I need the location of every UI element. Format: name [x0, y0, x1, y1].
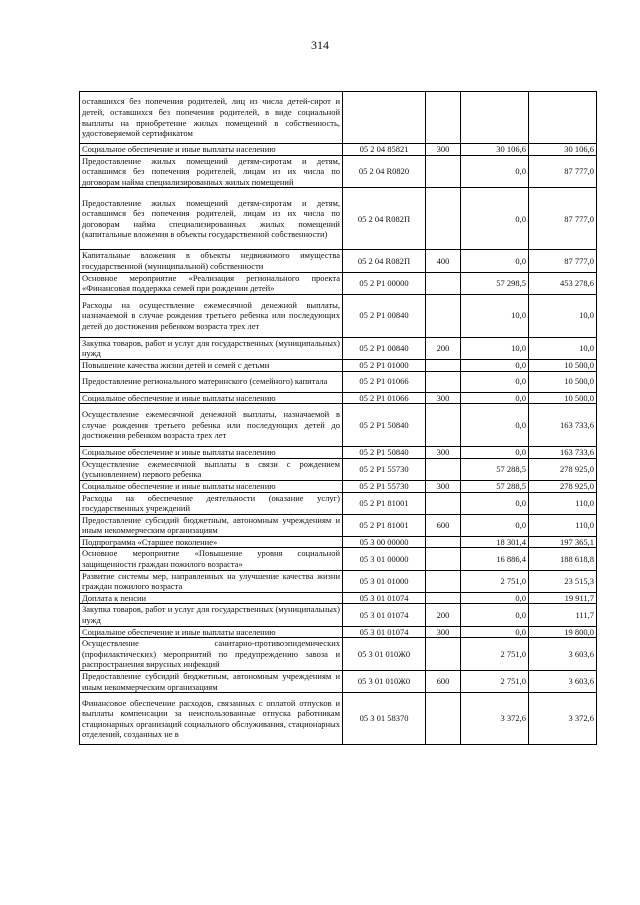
table-cell-value-2: 163 733,6 [529, 447, 597, 459]
table-cell-value-2: 188 618,8 [529, 548, 597, 570]
table-cell-vr [426, 188, 461, 250]
table-cell-vr [426, 536, 461, 548]
table-cell-value-1: 57 298,5 [461, 272, 529, 294]
table-cell-value-2: 10 500,0 [529, 359, 597, 371]
table-cell-name: Повышение качества жизни детей и семей с детьми [80, 359, 343, 371]
table-row [80, 371, 597, 392]
table-cell-vr: 300 [426, 144, 461, 156]
table-cell-code [343, 92, 426, 144]
table-cell-value-2: 453 278,6 [529, 272, 597, 294]
table-cell-name: Финансовое обеспечение расходов, связанных с оплатой отпусков и выплаты компенсации за неиспользованные отпуска работникам стационарных организаций социального обслуживания, стационарных отделений, созданных не в [80, 693, 343, 745]
table-cell-value-2: 87 777,0 [529, 250, 597, 272]
budget-table [79, 91, 597, 745]
table-row [80, 447, 597, 459]
table-cell-value-2: 87 777,0 [529, 188, 597, 250]
table-cell-value-1: 16 886,4 [461, 548, 529, 570]
table-row [80, 626, 597, 638]
table-row [80, 604, 597, 626]
table-cell-value-1: 10,0 [461, 337, 529, 359]
table-cell-code: 05 3 01 01074 [343, 592, 426, 604]
table-cell-value-2: 3 372,6 [529, 693, 597, 745]
table-cell-value-2: 10,0 [529, 294, 597, 337]
table-cell-code: 05 2 P1 01000 [343, 359, 426, 371]
table-cell-code: 05 3 01 010Ж0 [343, 638, 426, 671]
table-cell-vr [426, 294, 461, 337]
table-cell-name: Основное мероприятие «Реализация регионального проекта «Финансовая поддержка семей при рождении детей» [80, 272, 343, 294]
table-cell-value-1: 2 751,0 [461, 671, 529, 693]
table-row [80, 272, 597, 294]
table-cell-code: 05 2 P1 55730 [343, 458, 426, 480]
table-row [80, 536, 597, 548]
table-cell-value-2: 19 911,7 [529, 592, 597, 604]
table-cell-name: Капитальные вложения в объекты недвижимого имущества государственной (муниципальной) собственности [80, 250, 343, 272]
table-cell-value-1: 0,0 [461, 514, 529, 536]
table-cell-vr: 300 [426, 480, 461, 492]
table-cell-code: 05 3 01 00000 [343, 548, 426, 570]
table-cell-value-1: 0,0 [461, 250, 529, 272]
table-row [80, 548, 597, 570]
table-cell-name: Подпрограмма «Старшее поколение» [80, 536, 343, 548]
page-number: 314 [311, 38, 329, 52]
table-cell-value-1: 18 301,4 [461, 536, 529, 548]
table-cell-value-2: 10,0 [529, 337, 597, 359]
table-cell-code: 05 3 01 01074 [343, 626, 426, 638]
table-cell-vr [426, 272, 461, 294]
table-cell-name: Осуществление ежемесячной выплаты в связи с рождением (усыновлением) первого ребенка [80, 458, 343, 480]
table-cell-value-1: 30 106,6 [461, 144, 529, 156]
table-cell-value-1: 0,0 [461, 155, 529, 188]
table-cell-value-2: 163 733,6 [529, 404, 597, 447]
table-cell-name: Предоставление субсидий бюджетным, автономным учреждениям и иным некоммерческим организациям [80, 671, 343, 693]
table-cell-name: Социальное обеспечение и иные выплаты населению [80, 626, 343, 638]
table-cell-value-1: 57 288,5 [461, 480, 529, 492]
table-row [80, 188, 597, 250]
table-cell-name: Социальное обеспечение и иные выплаты населению [80, 392, 343, 404]
table-cell-code: 05 2 P1 01066 [343, 371, 426, 392]
table-cell-name: Осуществление ежемесячной денежной выплаты, назначаемой в случае рождения третьего ребенка или последующих детей до достижения ребенком возраста трех лет [80, 404, 343, 447]
table-cell-vr: 200 [426, 337, 461, 359]
table-cell-vr: 400 [426, 250, 461, 272]
table-row [80, 480, 597, 492]
table-cell-name: Доплата к пенсии [80, 592, 343, 604]
table-cell-vr [426, 155, 461, 188]
table-cell-value-1: 0,0 [461, 404, 529, 447]
table-cell-name: оставшихся без попечения родителей, лиц из числа детей-сирот и детей, оставшихся без попечения родителей, в виде социальной выплаты на приобретение жилых помещений в собственность, удостоверяемой сертификатом [80, 92, 343, 144]
table-cell-vr: 200 [426, 604, 461, 626]
table-cell-code: 05 3 01 010Ж0 [343, 671, 426, 693]
table-cell-vr: 300 [426, 626, 461, 638]
table-cell-value-2: 110,0 [529, 514, 597, 536]
table-row [80, 671, 597, 693]
table-cell-value-2: 110,0 [529, 492, 597, 514]
table-cell-vr [426, 359, 461, 371]
table-row [80, 250, 597, 272]
table-cell-value-1: 0,0 [461, 392, 529, 404]
table-row [80, 514, 597, 536]
table-cell-value-2: 278 925,0 [529, 458, 597, 480]
table-cell-value-2: 10 500,0 [529, 371, 597, 392]
table-cell-code: 05 2 04 R082П [343, 250, 426, 272]
table-cell-value-1: 2 751,0 [461, 570, 529, 592]
table-cell-code: 05 2 04 85821 [343, 144, 426, 156]
table-cell-name: Социальное обеспечение и иные выплаты населению [80, 447, 343, 459]
table-cell-name: Закупка товаров, работ и услуг для государственных (муниципальных) нужд [80, 604, 343, 626]
table-cell-code: 05 2 P1 00000 [343, 272, 426, 294]
table-cell-vr [426, 371, 461, 392]
table-row [80, 570, 597, 592]
table-cell-name: Предоставление субсидий бюджетным, автономным учреждениям и иным некоммерческим организациям [80, 514, 343, 536]
table-cell-value-2: 87 777,0 [529, 155, 597, 188]
table-cell-value-1: 0,0 [461, 359, 529, 371]
table-row [80, 693, 597, 745]
table-cell-name: Расходы на осуществление ежемесячной денежной выплаты, назначаемой в случае рождения третьего ребенка или последующих детей до достижения ребенком возраста трех лет [80, 294, 343, 337]
table-row [80, 337, 597, 359]
table-row [80, 592, 597, 604]
table-row [80, 359, 597, 371]
table-cell-value-2 [529, 92, 597, 144]
table-row [80, 392, 597, 404]
table-cell-value-1: 0,0 [461, 592, 529, 604]
table-cell-value-1: 0,0 [461, 604, 529, 626]
table-cell-value-2: 111,7 [529, 604, 597, 626]
table-cell-vr [426, 492, 461, 514]
table-cell-name: Основное мероприятие «Повышение уровня социальной защищенности граждан пожилого возраста» [80, 548, 343, 570]
table-cell-vr [426, 693, 461, 745]
table-cell-code: 05 3 00 00000 [343, 536, 426, 548]
table-cell-value-1: 0,0 [461, 447, 529, 459]
table-cell-value-1: 57 288,5 [461, 458, 529, 480]
table-cell-value-1: 2 751,0 [461, 638, 529, 671]
table-cell-value-2: 3 603,6 [529, 671, 597, 693]
table-cell-code: 05 2 P1 55730 [343, 480, 426, 492]
table-cell-code: 05 2 P1 00840 [343, 337, 426, 359]
table-cell-code: 05 2 P1 81001 [343, 514, 426, 536]
table-cell-value-1: 0,0 [461, 492, 529, 514]
table-row [80, 92, 597, 144]
table-cell-name: Развитие системы мер, направленных на улучшение качества жизни граждан пожилого возраста [80, 570, 343, 592]
table-cell-vr [426, 92, 461, 144]
table-cell-vr: 300 [426, 447, 461, 459]
table-row [80, 294, 597, 337]
table-cell-name: Закупка товаров, работ и услуг для государственных (муниципальных) нужд [80, 337, 343, 359]
table-cell-name: Предоставление жилых помещений детям-сиротам и детям, оставшимся без попечения родителей, лицам из их числа по договорам найма специализированных жилых помещений [80, 155, 343, 188]
table-cell-vr [426, 592, 461, 604]
table-cell-value-2: 10 500,0 [529, 392, 597, 404]
table-cell-value-1: 10,0 [461, 294, 529, 337]
table-cell-vr: 600 [426, 514, 461, 536]
table-cell-value-2: 3 603,6 [529, 638, 597, 671]
table-row [80, 492, 597, 514]
table-cell-vr [426, 638, 461, 671]
table-cell-vr: 600 [426, 671, 461, 693]
table-cell-code: 05 2 P1 50840 [343, 404, 426, 447]
table-cell-vr [426, 458, 461, 480]
table-cell-value-2: 197 365,1 [529, 536, 597, 548]
table-cell-value-2: 19 800,0 [529, 626, 597, 638]
table-cell-vr [426, 548, 461, 570]
table-row [80, 155, 597, 188]
table-cell-value-2: 278 925,0 [529, 480, 597, 492]
table-cell-name: Социальное обеспечение и иные выплаты населению [80, 480, 343, 492]
table-cell-vr: 300 [426, 392, 461, 404]
table-cell-value-1: 0,0 [461, 626, 529, 638]
table-cell-code: 05 2 P1 00840 [343, 294, 426, 337]
table-cell-code: 05 2 P1 81001 [343, 492, 426, 514]
table-cell-value-2: 23 515,3 [529, 570, 597, 592]
table-cell-value-1: 3 372,6 [461, 693, 529, 745]
table-cell-name: Расходы на обеспечение деятельности (оказание услуг) государственных учреждений [80, 492, 343, 514]
table-cell-value-1: 0,0 [461, 188, 529, 250]
table-cell-code: 05 2 P1 01066 [343, 392, 426, 404]
table-cell-name: Социальное обеспечение и иные выплаты населению [80, 144, 343, 156]
table-cell-code: 05 2 04 R0820 [343, 155, 426, 188]
table-row [80, 458, 597, 480]
table-cell-value-1: 0,0 [461, 371, 529, 392]
table-cell-value-2: 30 106,6 [529, 144, 597, 156]
table-row [80, 404, 597, 447]
table-cell-name: Предоставление жилых помещений детям-сиротам и детям, оставшимся без попечения родителей, лицам из их числа по договорам найма специализированных жилых помещений (капитальные вложения в объекты государственной собственности) [80, 188, 343, 250]
table-cell-code: 05 3 01 01074 [343, 604, 426, 626]
table-cell-name: Осуществление санитарно-противоэпидемических (профилактических) мероприятий по предупреждению завоза и распространения вирусных инфекций [80, 638, 343, 671]
table-row [80, 638, 597, 671]
table-cell-code: 05 3 01 01000 [343, 570, 426, 592]
table-cell-vr [426, 404, 461, 447]
table-row [80, 144, 597, 156]
table-cell-vr [426, 570, 461, 592]
table-cell-code: 05 2 04 R082П [343, 188, 426, 250]
table-cell-value-1 [461, 92, 529, 144]
table-cell-code: 05 3 01 58370 [343, 693, 426, 745]
table-cell-name: Предоставление регионального материнского (семейного) капитала [80, 371, 343, 392]
table-cell-code: 05 2 P1 50840 [343, 447, 426, 459]
